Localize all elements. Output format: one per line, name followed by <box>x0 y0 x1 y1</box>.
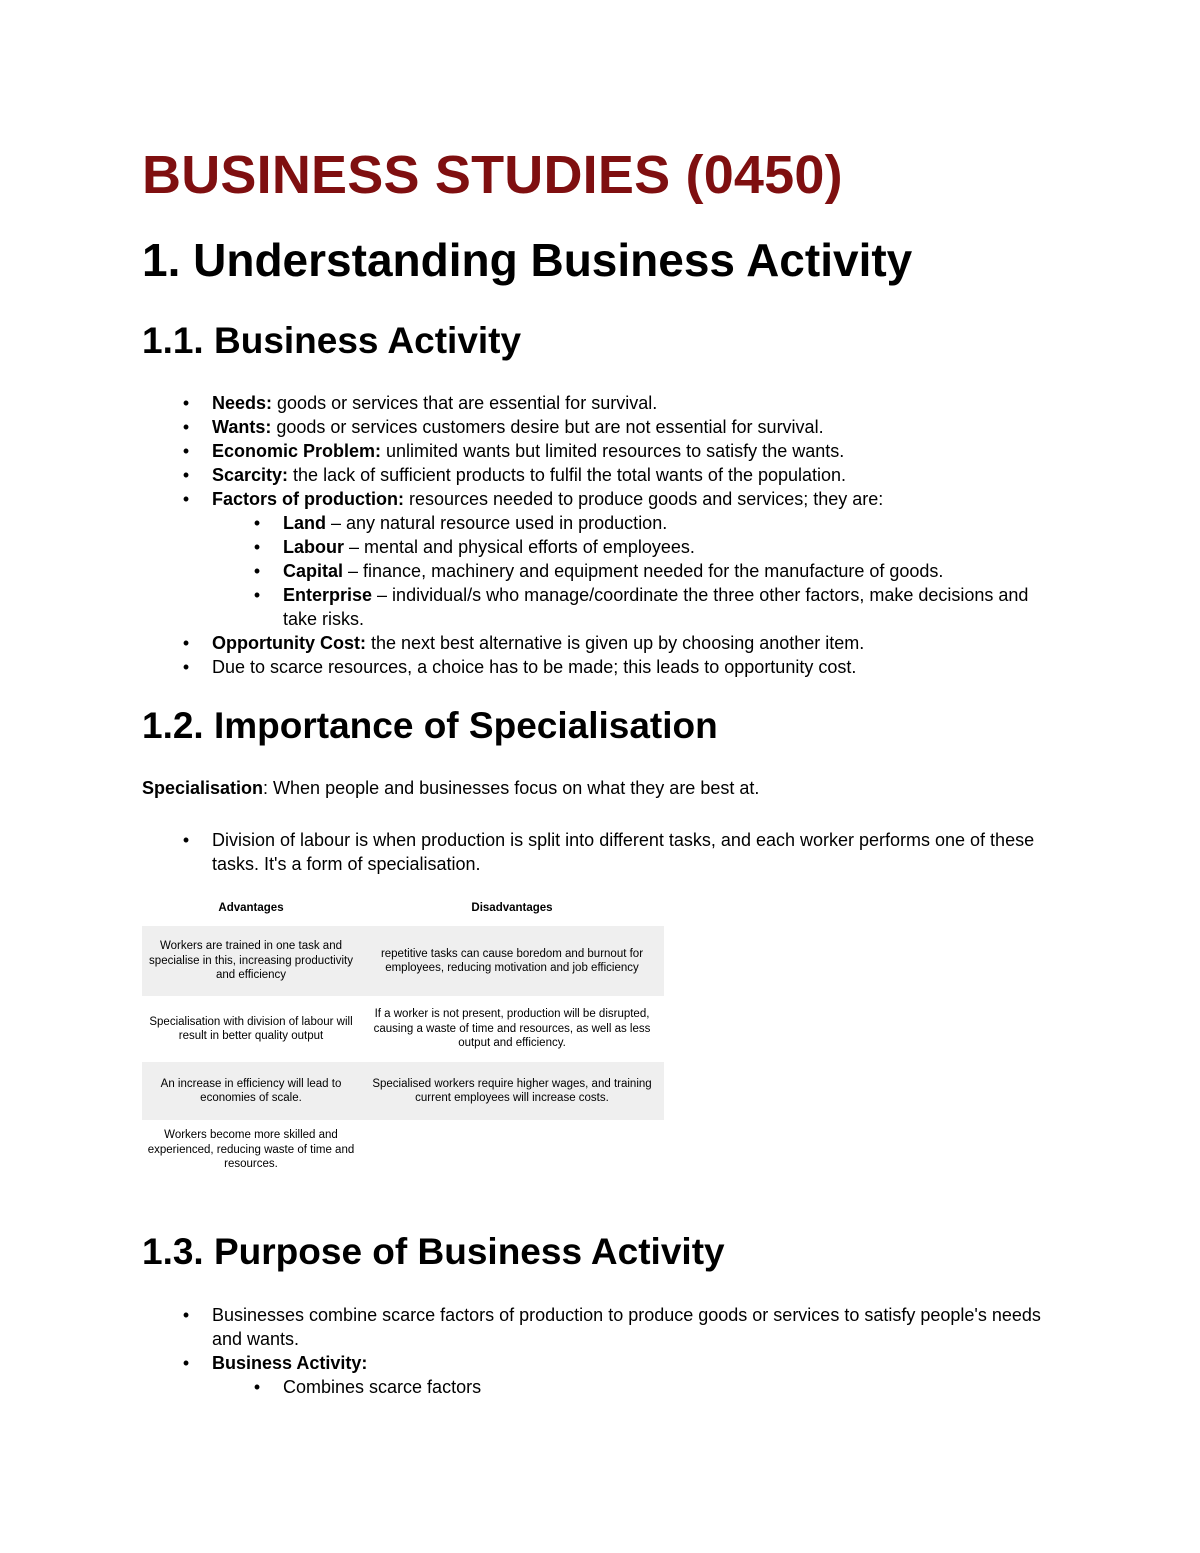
definition: the lack of sufficient products to fulfil the total wants of the population. <box>288 465 847 485</box>
business-activity-list <box>142 391 1072 679</box>
list-item <box>142 631 1072 655</box>
term: Scarcity: <box>212 465 289 485</box>
term: Specialisation <box>142 778 264 798</box>
list-item <box>142 1303 1072 1351</box>
header-advantages: Advantages <box>218 901 284 914</box>
disadvantage-cell: If a worker is not present, production will be disrupted, causing a waste of time and resources, as well as less output and efficiency. <box>373 1008 651 1050</box>
definition: – individual/s who manage/coordinate the three other factors, make decisions and take risks. <box>283 585 1029 629</box>
table-header-row <box>142 890 664 926</box>
disadvantage-cell <box>360 1120 664 1180</box>
term: Economic Problem: <box>212 441 382 461</box>
definition: – any natural resource used in production. <box>326 513 668 533</box>
bullet-icon: • <box>182 830 190 850</box>
table-row <box>142 996 664 1062</box>
disadvantage-cell: Specialised workers require higher wages, and training current employees will increase costs. <box>372 1077 652 1104</box>
section-1-heading: 1. Understanding Business Activity <box>142 234 913 286</box>
term: Labour <box>283 537 344 557</box>
section-1-2-heading: 1.2. Importance of Specialisation <box>142 705 718 746</box>
bullet-icon: • <box>182 1353 190 1373</box>
sub-text: Combines scarce factors <box>283 1377 482 1397</box>
list-item <box>142 463 1072 487</box>
definition: : When people and businesses focus on what they are best at. <box>263 778 760 798</box>
term: Needs: <box>212 393 273 413</box>
factors-of-production-list <box>212 511 1072 631</box>
bullet-icon: • <box>253 1377 261 1397</box>
list-item <box>142 1375 1072 1399</box>
definition: resources needed to produce goods and services; they are: <box>404 489 884 509</box>
list-item <box>142 535 1072 559</box>
specialisation-table <box>142 890 664 1180</box>
bullet-icon: • <box>182 489 190 509</box>
table-row <box>142 1120 664 1180</box>
bullet-icon: • <box>182 1305 190 1325</box>
bullet-icon: • <box>253 561 261 581</box>
term: Factors of production: <box>212 489 404 509</box>
list-item <box>142 583 1072 631</box>
definition: the next best alternative is given up by choosing another item. <box>365 633 865 653</box>
advantage-cell: An increase in efficiency will lead to economies of scale. <box>160 1077 342 1104</box>
bullet-icon: • <box>253 513 261 533</box>
term: Enterprise <box>283 585 373 605</box>
division-of-labour-text: Division of labour is when production is split into different tasks, and each worker performs one of these tasks. It's a form of specialisation. <box>212 830 1035 874</box>
section-1-3-heading: 1.3. Purpose of Business Activity <box>142 1231 725 1272</box>
definition: – finance, machinery and equipment needed for the manufacture of goods. <box>343 561 944 581</box>
disadvantage-cell: repetitive tasks can cause boredom and burnout for employees, reducing motivation and job efficiency <box>380 947 644 974</box>
list-item <box>142 487 1072 631</box>
advantage-cell: Specialisation with division of labour will result in better quality output <box>149 1015 353 1042</box>
advantage-cell: Workers become more skilled and experienced, reducing waste of time and resources. <box>147 1129 355 1171</box>
list-item <box>142 511 1072 535</box>
bullet-icon: • <box>182 465 190 485</box>
bullet-icon: • <box>182 417 190 437</box>
definition: Due to scarce resources, a choice has to be made; this leads to opportunity cost. <box>212 657 857 677</box>
list-item <box>142 828 1072 876</box>
list-item <box>142 439 1072 463</box>
bullet-icon: • <box>253 537 261 557</box>
section-1-1-heading: 1.1. Business Activity <box>142 320 522 361</box>
division-of-labour-list <box>142 828 1072 876</box>
bullet-icon: • <box>182 393 190 413</box>
term: Business Activity: <box>212 1353 368 1373</box>
list-item <box>142 415 1072 439</box>
advantage-cell: Workers are trained in one task and specialise in this, increasing productivity and efficiency <box>149 940 353 982</box>
bullet-icon: • <box>182 657 190 677</box>
list-item <box>142 655 1072 679</box>
specialisation-definition <box>142 776 759 800</box>
purpose-text: Businesses combine scarce factors of production to produce goods or services to satisfy people's needs and wants. <box>212 1305 1041 1349</box>
definition: – mental and physical efforts of employees. <box>344 537 695 557</box>
bullet-icon: • <box>253 585 261 605</box>
header-disadvantages: Disadvantages <box>471 901 553 914</box>
table-row <box>142 926 664 996</box>
term: Opportunity Cost: <box>212 633 366 653</box>
term: Wants: <box>212 417 272 437</box>
definition: unlimited wants but limited resources to satisfy the wants. <box>381 441 845 461</box>
table-row <box>142 1062 664 1120</box>
term: Capital <box>283 561 344 581</box>
definition: goods or services that are essential for survival. <box>272 393 658 413</box>
list-item <box>142 559 1072 583</box>
bullet-icon: • <box>182 441 190 461</box>
list-item <box>142 1351 1072 1399</box>
list-item <box>142 391 1072 415</box>
business-activity-sublist <box>212 1375 1072 1399</box>
purpose-list <box>142 1303 1072 1399</box>
bullet-icon: • <box>182 633 190 653</box>
document-title: BUSINESS STUDIES (0450) <box>142 145 843 205</box>
definition: goods or services customers desire but are not essential for survival. <box>271 417 824 437</box>
term: Land <box>283 513 326 533</box>
